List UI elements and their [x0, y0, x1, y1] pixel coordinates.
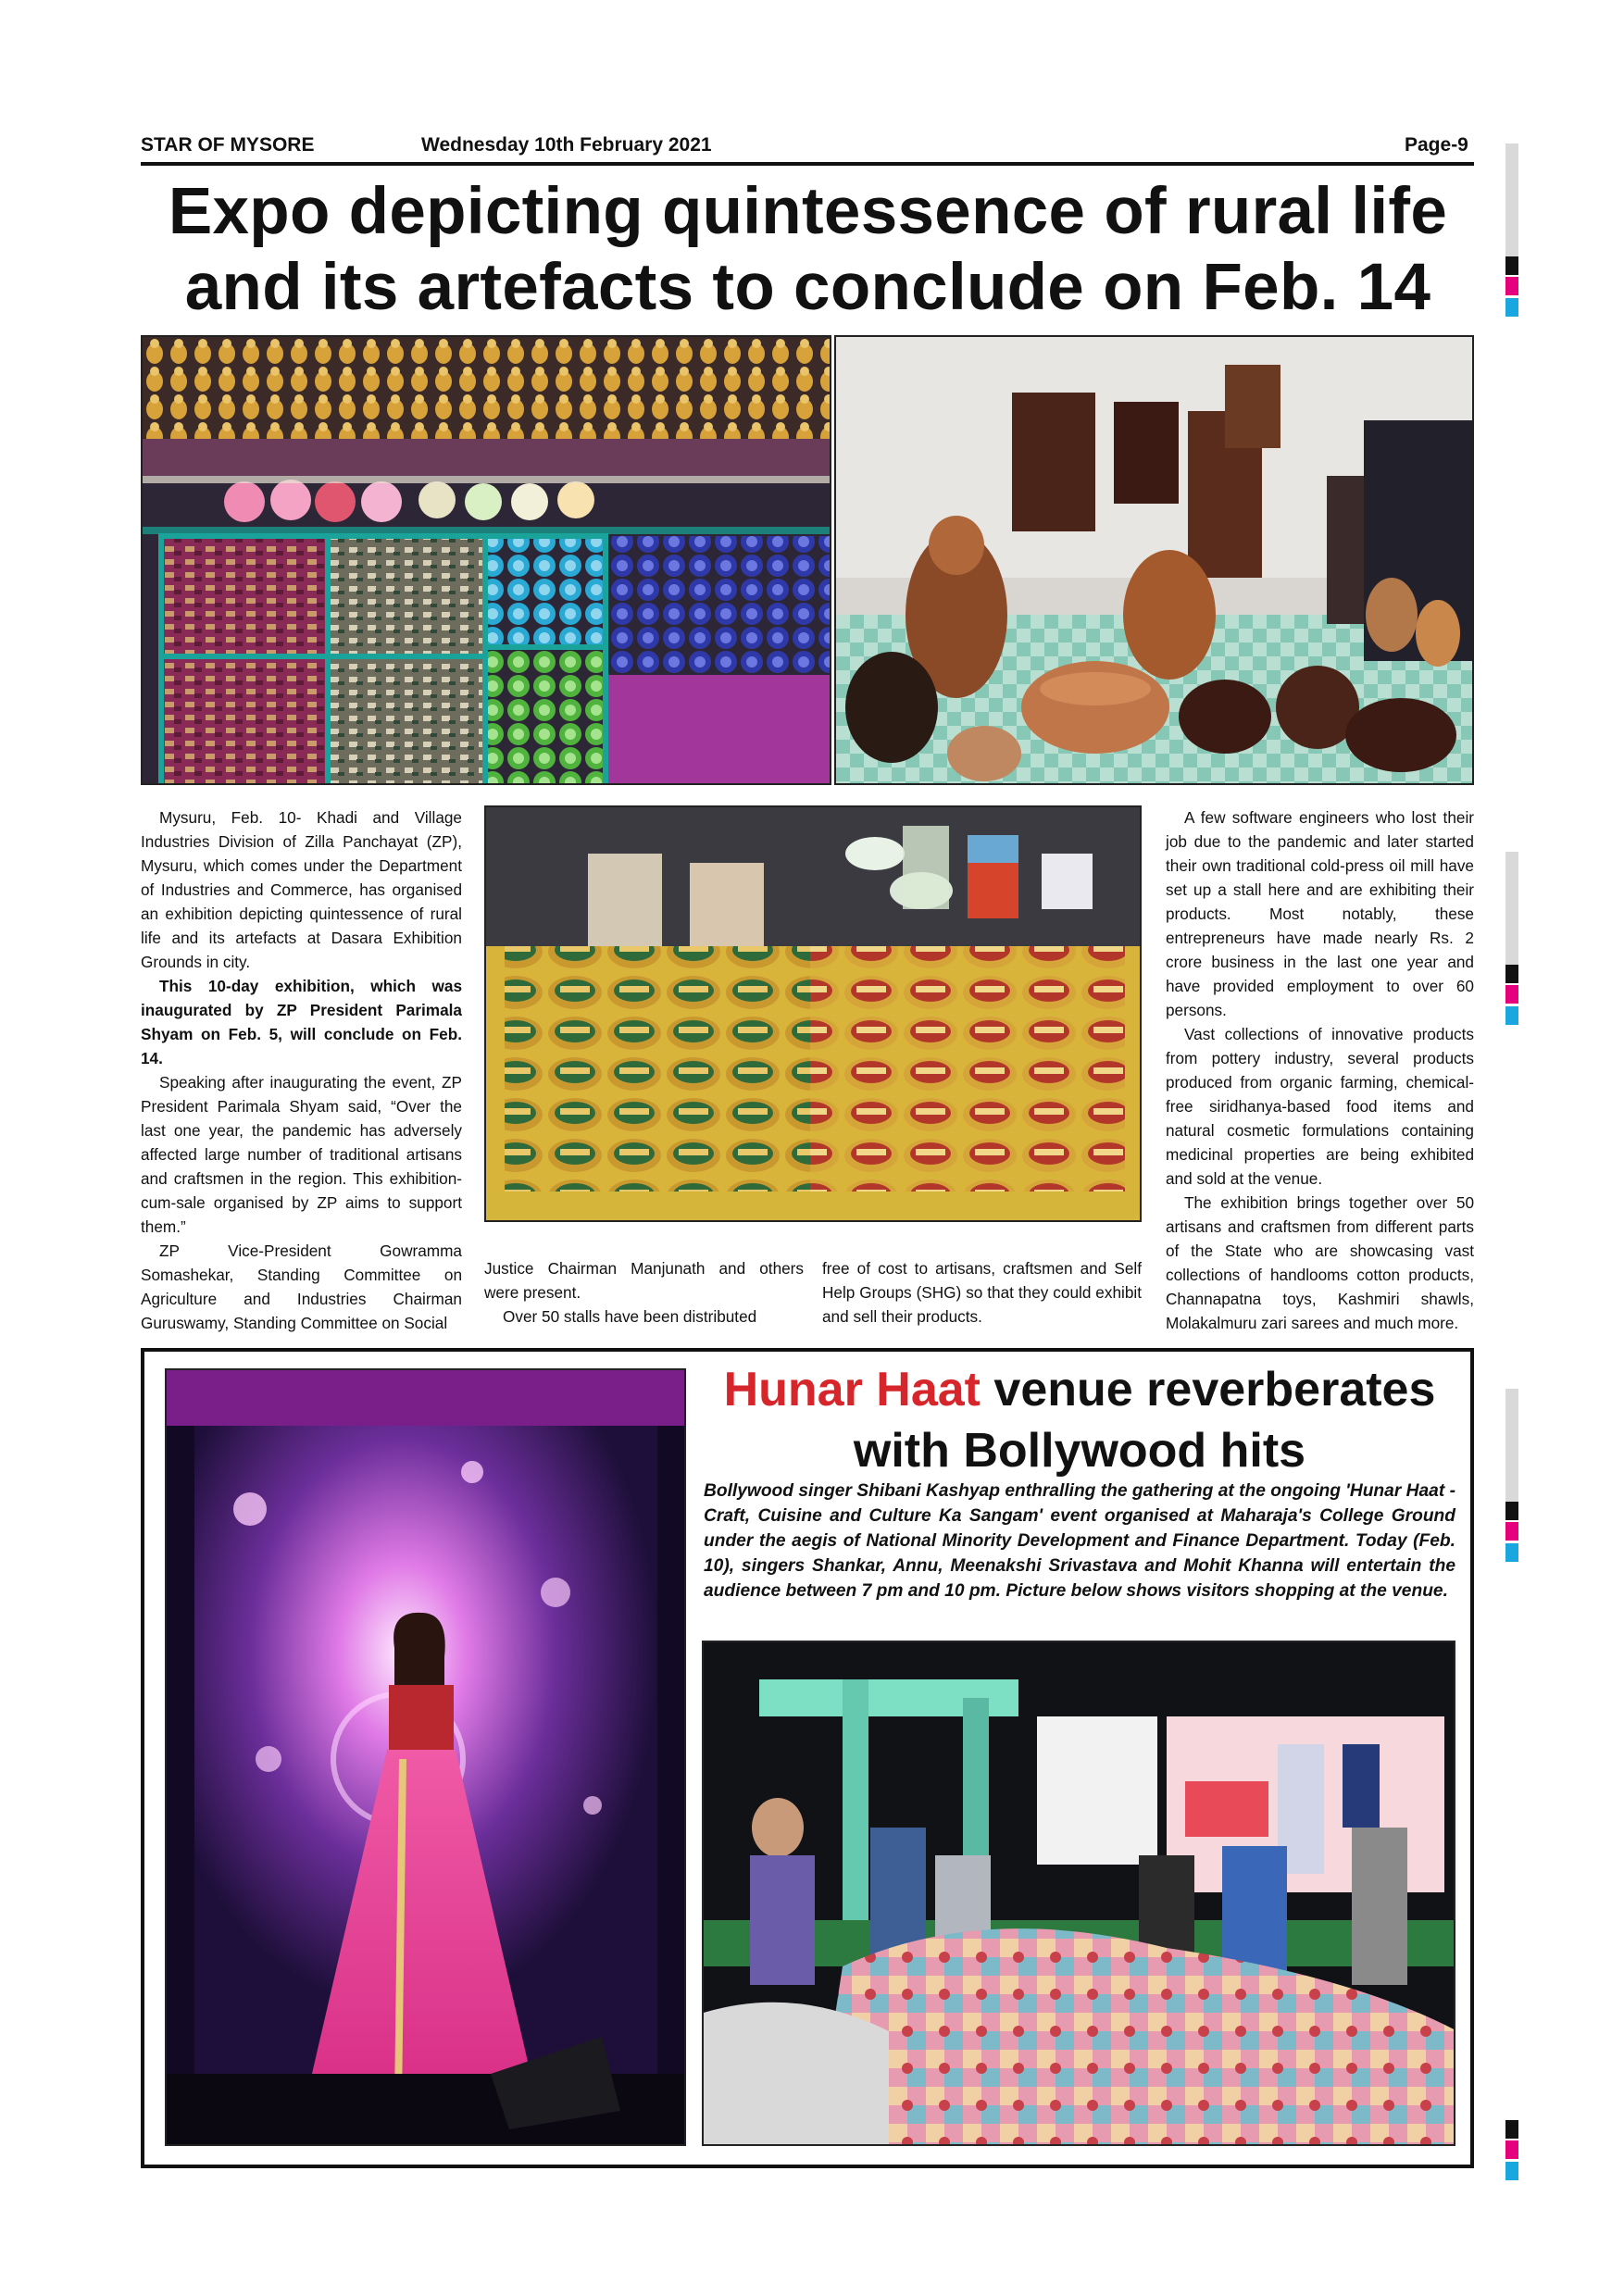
feature-headline-text: venue reverberates	[980, 1363, 1436, 1416]
registration-magenta-mark	[1505, 2140, 1518, 2159]
article-column-3	[822, 1256, 1142, 1329]
feature-headline-highlight: Hunar Haat	[723, 1363, 981, 1416]
registration-black-mark	[1505, 965, 1518, 983]
article-paragraph: Mysuru, Feb. 10- Khadi and Village Industries Division of Zilla Panchayat (ZP), Mysuru, which comes under the Department of Industries and Commerce, has organised an exhibition depicting quintessence of rural life and its artefacts at Dasara Exhibition Grounds in city.	[141, 808, 462, 971]
article-paragraph-bold: This 10-day exhibition, which was inaugurated by ZP President Parimala Shyam on Feb. 5, will conclude on Feb. 14.	[141, 977, 462, 1067]
registration-gray-bar	[1505, 144, 1518, 256]
paper-name: STAR OF MYSORE	[141, 134, 315, 156]
photo-cosmetic-jars	[484, 805, 1142, 1222]
registration-cyan-mark	[1505, 1006, 1518, 1025]
registration-cyan-mark	[1505, 2162, 1518, 2180]
photo-candles-soaps	[141, 335, 831, 785]
feature-headline-line-1	[704, 1359, 1455, 1420]
article-column-4	[1166, 805, 1474, 1335]
photo-wooden-artefacts	[834, 335, 1474, 785]
article-column-2	[484, 1256, 804, 1329]
registration-gray-bar	[1505, 852, 1518, 965]
registration-black-mark	[1505, 256, 1518, 275]
main-headline	[130, 174, 1486, 326]
registration-gray-bar	[1505, 1389, 1518, 1502]
registration-black-mark	[1505, 2120, 1518, 2139]
article-paragraph: Vast collections of innovative products from pottery industry, several products produced from organic farming, chemical-free siridhanya-based food items and natural cosmetic formulations containing medicinal properties are being exhibited and sold at the venue.	[1166, 1025, 1474, 1188]
article-paragraph: Speaking after inaugurating the event, ZP President Parimala Shyam said, “Over the last one year, the pandemic has adversely affected large number of traditional artisans and craftsmen in the region. This exhibition-cum-sale organised by ZP aims to support them.”	[141, 1073, 462, 1236]
feature-headline	[704, 1359, 1455, 1481]
feature-caption: Bollywood singer Shibani Kashyap enthralling the gathering at the ongoing 'Hunar Haat - Craft, Cuisine and Culture Ka Sangam' event organised at Maharaja's College Ground under the aegis of National Minority Development and Finance Department. Today (Feb. 10), singers Shankar, Annu, Meenakshi Srivastava and Mohit Khanna will entertain the audience between 7 pm and 10 pm. Picture below shows visitors shopping at the venue.	[704, 1481, 1455, 1601]
registration-cyan-mark	[1505, 298, 1518, 317]
headline-line-1: Expo depicting quintessence of rural life	[168, 175, 1448, 248]
article-paragraph: ZP Vice-President Gowramma Somashekar, Standing Committee on Agriculture and Industries Chairman Guruswamy, Standing Committee on Social	[141, 1242, 462, 1332]
article-column-1	[141, 805, 462, 1335]
article-paragraph: free of cost to artisans, craftsmen and Self Help Groups (SHG) so that they could exhibit and sell their products.	[822, 1259, 1142, 1326]
photo-singer-on-stage	[165, 1368, 686, 2146]
article-paragraph: Justice Chairman Manjunath and others were present.	[484, 1259, 804, 1302]
headline-line-2: and its artefacts to conclude on Feb. 14	[184, 251, 1431, 324]
registration-cyan-mark	[1505, 1543, 1518, 1562]
masthead-rule	[141, 162, 1474, 166]
registration-black-mark	[1505, 1502, 1518, 1520]
article-paragraph: A few software engineers who lost their job due to the pandemic and later started their own traditional cold-press oil mill have set up a stall here and are exhibiting their products. Most notably, these entrepreneurs have made nearly Rs. 2 crore business in the last one year and have provided employment to over 60 persons.	[1166, 808, 1474, 1019]
photo-visitors-shopping	[702, 1641, 1455, 2146]
registration-magenta-mark	[1505, 1522, 1518, 1541]
article-paragraph: Over 50 stalls have been distributed	[503, 1307, 757, 1326]
registration-magenta-mark	[1505, 277, 1518, 295]
issue-date: Wednesday 10th February 2021	[421, 134, 712, 156]
feature-headline-line-2: with Bollywood hits	[853, 1424, 1306, 1478]
registration-magenta-mark	[1505, 985, 1518, 1004]
article-paragraph: The exhibition brings together over 50 artisans and craftsmen from different parts of the State who are showcasing vast collections of handlooms cotton products, Channapatna toys, Kashmiri shawls, Molakalmuru zari sarees and much more.	[1166, 1193, 1474, 1332]
page-number: Page-9	[1405, 134, 1468, 156]
